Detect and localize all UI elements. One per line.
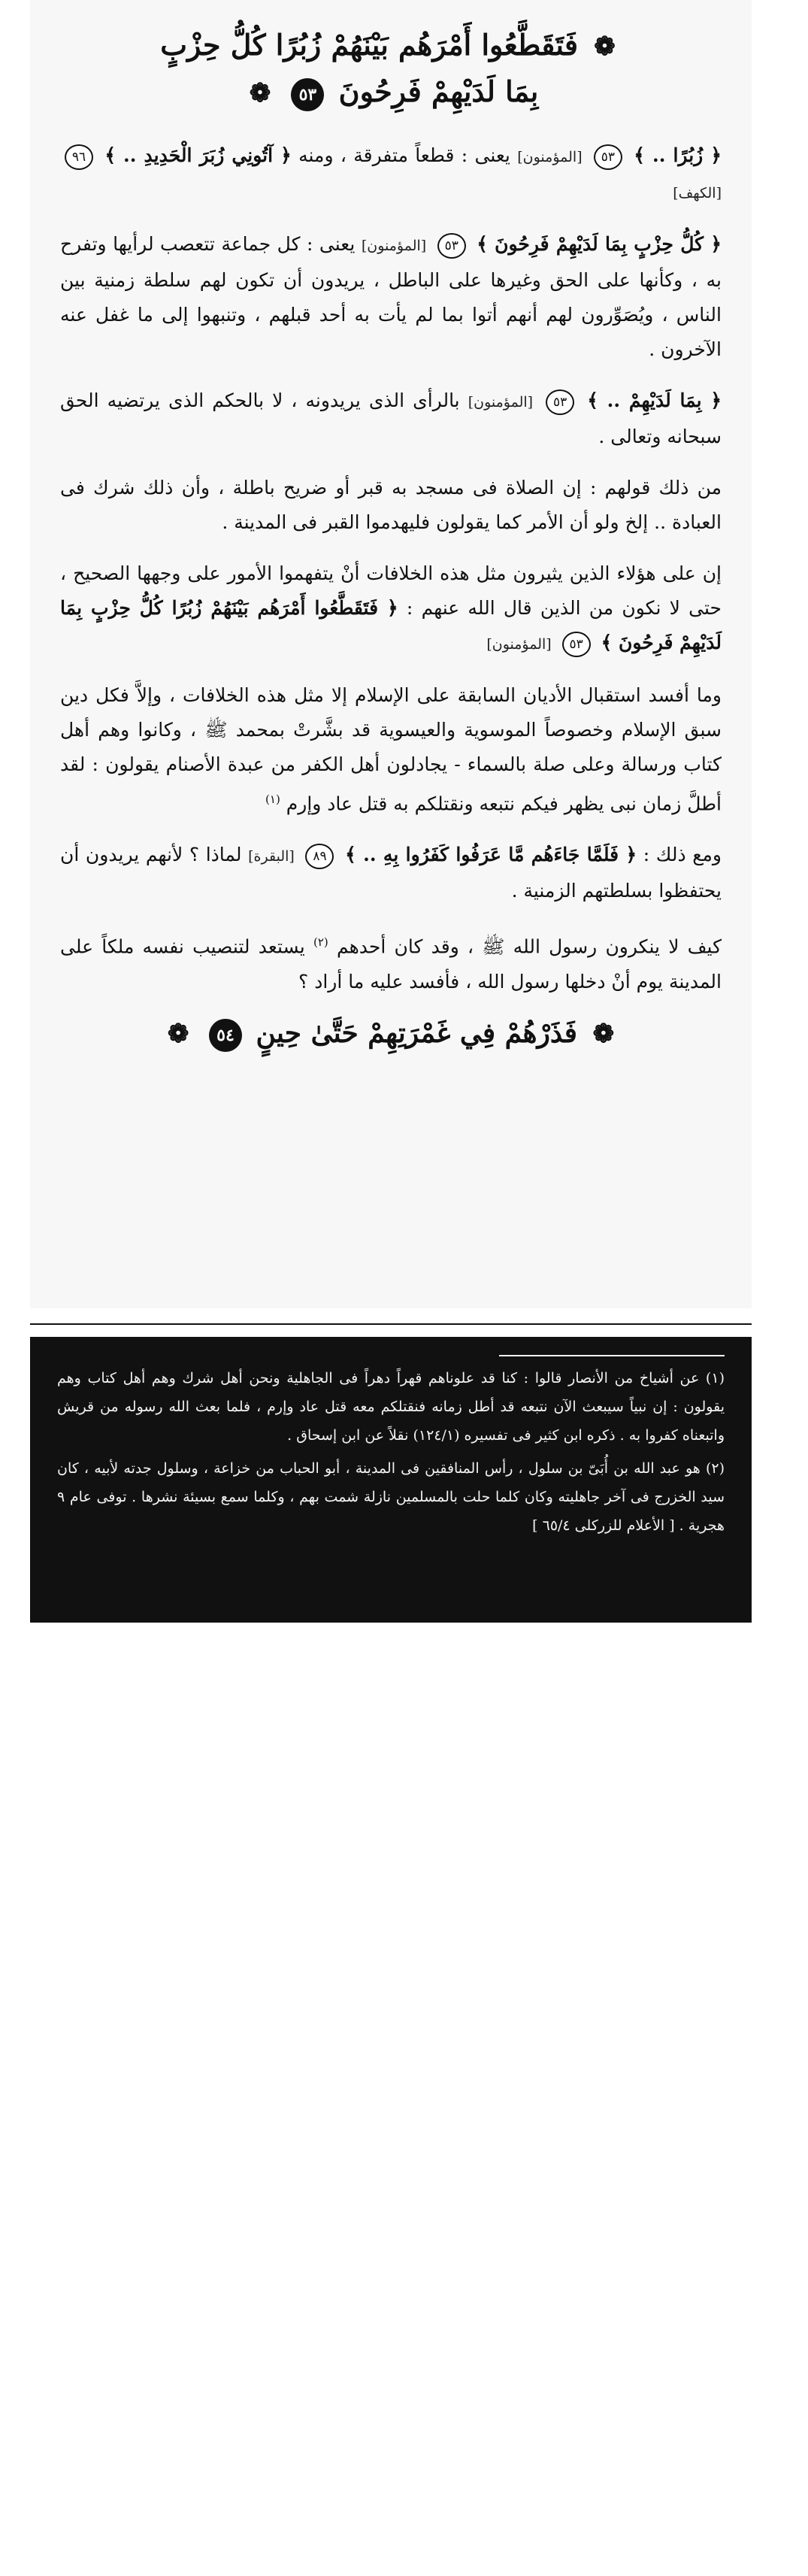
header-verse-line1: فَتَقَطَّعُوا أَمْرَهُم بَيْنَهُمْ زُبُرًا كُلُّ حِزْبٍ bbox=[160, 28, 579, 62]
paragraph-text: إن على هؤلاء الذين يثيرون مثل هذه الخلافات أنْ يتفهموا الأمور على وجهها الصحيح ، حتى لا نكون من الذين قال الله عنهم : bbox=[60, 562, 722, 619]
footnotes-section bbox=[30, 1337, 752, 1623]
paragraph bbox=[60, 838, 722, 908]
paragraph-text: يعنى : قطعاً متفرقة ، ومنه bbox=[291, 144, 510, 166]
paragraph-text: ومع ذلك : bbox=[637, 844, 722, 866]
paragraph-text: كيف لا ينكرون رسول الله ﷺ ، وقد كان أحدهم bbox=[336, 935, 722, 958]
paragraph-text: لماذا ؟ لأنهم يريدون أن يحتفظوا بسلطتهم الزمنية . bbox=[60, 844, 722, 902]
quran-quote: ﴿ زُبُرًا .. ﴾ bbox=[634, 144, 722, 166]
ayah-number-badge: ٥٤ bbox=[209, 1019, 242, 1052]
quran-quote: ﴿ بِمَا لَدَيْهِمْ .. ﴾ bbox=[587, 389, 722, 411]
ayah-number: ٩٦ bbox=[65, 144, 93, 170]
quran-quote: ﴿ فَتَقَطَّعُوا أَمْرَهُم بَيْنَهُمْ زُبُرًا كُلُّ حِزْبٍ بِمَا لَدَيْهِمْ فَرِحُونَ ﴾ bbox=[60, 597, 722, 653]
paragraph-text: وما أفسد استقبال الأديان السابقة على الإسلام إلا مثل هذه الخلافات ، وإلاَّ فكل دين سبق الإسلام وخصوصاً الموسوية والعيسوية قد بشَّرتْ بمحمد ﷺ ، وكانوا وهم أهل كتاب ورسالة وعلى صلة بالسماء - يجادلون أهل الكفر من عبدة الأصنام يقولون : لقد أطلَّ زمان نبى يظهر فيكم نتبعه ونقتلكم به قتل عاد وإرم bbox=[60, 684, 722, 815]
page-body bbox=[30, 116, 752, 1052]
paragraph bbox=[60, 138, 722, 211]
footnote: (٢) هو عبد الله بن أُبَىّ بن سلول ، رأس المنافقين فى المدينة ، أبو الحباب من خزاعة ، وسلول جدته لأبيه ، كان سيد الخزرج فى آخر جاهليته وكان كلما حلت بالمسلمين نازلة شمت بهم ، وكلما سمع بسيئة نشرها . توفى عام ٩ هجرية . [ الأعلام للزركلى ٦٥/٤ ] bbox=[57, 1460, 725, 1534]
paragraph-text: يعنى : كل جماعة تتعصب لرأيها وتفرح به ، وكأنها على الحق وغيرها على الباطل ، يريدون أن تكون لهم سلطة زمنية بين الناس ، ويُصَوِّرون لهم أنهم أتوا بما لم يأت به أحد قبلهم ، وتنبهوا إلى ما غفل عنه الآخرون . bbox=[60, 233, 722, 360]
sura-reference: [المؤمنون] bbox=[361, 238, 427, 254]
paragraph bbox=[60, 383, 722, 454]
ayah-number: ٥٣ bbox=[437, 233, 466, 259]
ayah-number: ٥٣ bbox=[546, 389, 574, 415]
quran-quote: ﴿ آتُونِي زُبَرَ الْحَدِيدِ .. ﴾ bbox=[104, 144, 292, 166]
ayah-number-badge: ٥٣ bbox=[291, 78, 324, 111]
sura-reference: [الكهف] bbox=[673, 185, 722, 202]
ornament-icon: ❁ bbox=[249, 78, 271, 108]
ayah-number: ٨٩ bbox=[305, 844, 334, 869]
sura-reference: [المؤمنون] bbox=[486, 636, 552, 653]
ornament-icon: ❁ bbox=[167, 1018, 189, 1049]
footnote: (١) عن أشياخ من الأنصار قالوا : كنا قد علوناهم قهراً دهراً فى الجاهلية ونحن أهل شرك وهم أهل كتاب وهم يقولون : إن نبياً سيبعث الآن نتبعه قد أطل زمانه فنقتلكم معه قتل عاد وإرم ، فلما بعث الله رسوله من قريش واتبعناه كفروا به . ذكره ابن كثير فى تفسيره (١٢٤/١) نقلاً عن ابن إسحاق . bbox=[57, 1370, 725, 1444]
sura-reference: [المؤمنون] bbox=[517, 149, 583, 165]
footnote-marker: (٢) bbox=[313, 935, 328, 950]
header-verse-line2: بِمَا لَدَيْهِمْ فَرِحُونَ bbox=[338, 74, 539, 108]
footer-verse bbox=[60, 1016, 722, 1052]
ayah-number: ٥٣ bbox=[594, 144, 622, 170]
footnote-rule bbox=[499, 1355, 725, 1356]
footnote-marker: (١) bbox=[265, 792, 280, 806]
paragraph bbox=[60, 556, 722, 662]
page-divider bbox=[30, 1323, 752, 1325]
paragraph bbox=[60, 471, 722, 540]
paragraph-text: بالرأى الذى يريدونه ، لا بالحكم الذى يرتضيه الحق سبحانه وتعالى . bbox=[60, 389, 722, 447]
paragraph-text: يستعد لتنصيب نفسه ملكاً على المدينة يوم أنْ دخلها رسول الله ، فأفسد عليه ما أراد ؟ bbox=[60, 935, 722, 993]
paragraph bbox=[60, 678, 722, 821]
ornament-icon: ❁ bbox=[592, 1018, 615, 1049]
book-page bbox=[30, 0, 752, 1308]
paragraph-text: من ذلك قولهم : إن الصلاة فى مسجد به قبر أو ضريح باطلة ، وأن ذلك شرك فى العبادة .. إلخ ولو أن الأمر كما يقولون فليهدموا القبر فى المدينة . bbox=[60, 477, 722, 533]
quran-quote: ﴿ فَلَمَّا جَاءَهُم مَّا عَرَفُوا كَفَرُوا بِهِ .. ﴾ bbox=[345, 844, 637, 866]
ayah-number: ٥٣ bbox=[562, 632, 591, 657]
paragraph bbox=[60, 227, 722, 367]
sura-reference: [البقرة] bbox=[248, 848, 295, 865]
verse-header bbox=[30, 0, 752, 116]
paragraph bbox=[60, 925, 722, 999]
footer-verse-text: فَذَرْهُمْ فِي غَمْرَتِهِمْ حَتَّىٰ حِينٍ bbox=[256, 1017, 578, 1049]
ornament-icon: ❁ bbox=[594, 32, 616, 62]
sura-reference: [المؤمنون] bbox=[468, 394, 534, 411]
quran-quote: ﴿ كُلُّ حِزْبٍ بِمَا لَدَيْهِمْ فَرِحُونَ ﴾ bbox=[477, 233, 722, 255]
